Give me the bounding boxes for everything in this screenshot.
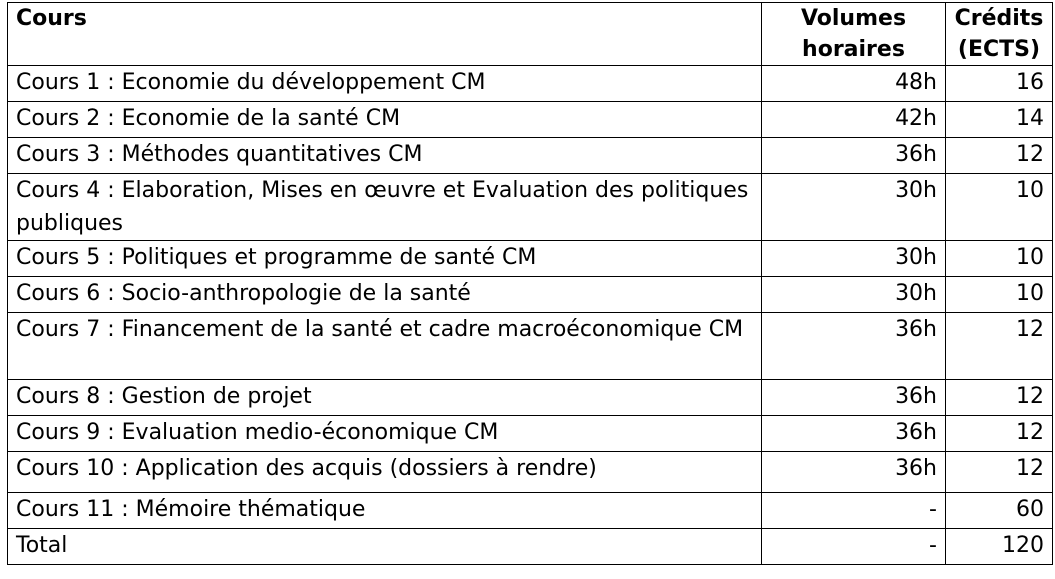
course-name: Cours 2 : Economie de la santé CM (8, 102, 762, 138)
course-credits: 12 (946, 452, 1053, 493)
course-credits: 12 (946, 313, 1053, 380)
course-volume: - (762, 493, 946, 529)
header-credits-ects: Crédits (ECTS) (946, 3, 1053, 66)
course-credits: 10 (946, 277, 1053, 313)
courses-table (7, 2, 1053, 565)
course-credits: 10 (946, 241, 1053, 277)
header-cours: Cours (8, 3, 762, 66)
course-volume: 36h (762, 380, 946, 416)
table-row (8, 452, 1053, 493)
course-name: Cours 4 : Elaboration, Mises en œuvre et Evaluation des politiques publiques (8, 174, 762, 241)
course-name: Cours 7 : Financement de la santé et cadre macroéconomique CM (8, 313, 762, 380)
table-row-total (8, 529, 1053, 565)
course-credits: 10 (946, 174, 1053, 241)
course-volume: 42h (762, 102, 946, 138)
table-row (8, 66, 1053, 102)
course-volume: 30h (762, 241, 946, 277)
course-name: Cours 11 : Mémoire thématique (8, 493, 762, 529)
table-row (8, 313, 1053, 380)
course-volume: 36h (762, 416, 946, 452)
total-credits: 120 (946, 529, 1053, 565)
course-credits: 12 (946, 138, 1053, 174)
table-row (8, 380, 1053, 416)
total-volume: - (762, 529, 946, 565)
total-label: Total (8, 529, 762, 565)
table-row (8, 241, 1053, 277)
course-credits: 14 (946, 102, 1053, 138)
course-name: Cours 1 : Economie du développement CM (8, 66, 762, 102)
course-name: Cours 10 : Application des acquis (dossiers à rendre) (8, 452, 762, 493)
course-name: Cours 5 : Politiques et programme de santé CM (8, 241, 762, 277)
course-credits: 16 (946, 66, 1053, 102)
table-header-row (8, 3, 1053, 66)
table-row (8, 277, 1053, 313)
course-volume: 30h (762, 174, 946, 241)
course-volume: 36h (762, 313, 946, 380)
course-name: Cours 8 : Gestion de projet (8, 380, 762, 416)
course-name: Cours 9 : Evaluation medio-économique CM (8, 416, 762, 452)
header-volumes-horaires: Volumes horaires (762, 3, 946, 66)
course-name: Cours 3 : Méthodes quantitatives CM (8, 138, 762, 174)
course-volume: 36h (762, 138, 946, 174)
course-volume: 36h (762, 452, 946, 493)
table-row (8, 416, 1053, 452)
table-row (8, 493, 1053, 529)
course-volume: 48h (762, 66, 946, 102)
course-credits: 12 (946, 416, 1053, 452)
table-row (8, 102, 1053, 138)
course-credits: 60 (946, 493, 1053, 529)
course-credits: 12 (946, 380, 1053, 416)
course-name: Cours 6 : Socio-anthropologie de la santé (8, 277, 762, 313)
table-row (8, 138, 1053, 174)
course-volume: 30h (762, 277, 946, 313)
table-row (8, 174, 1053, 241)
